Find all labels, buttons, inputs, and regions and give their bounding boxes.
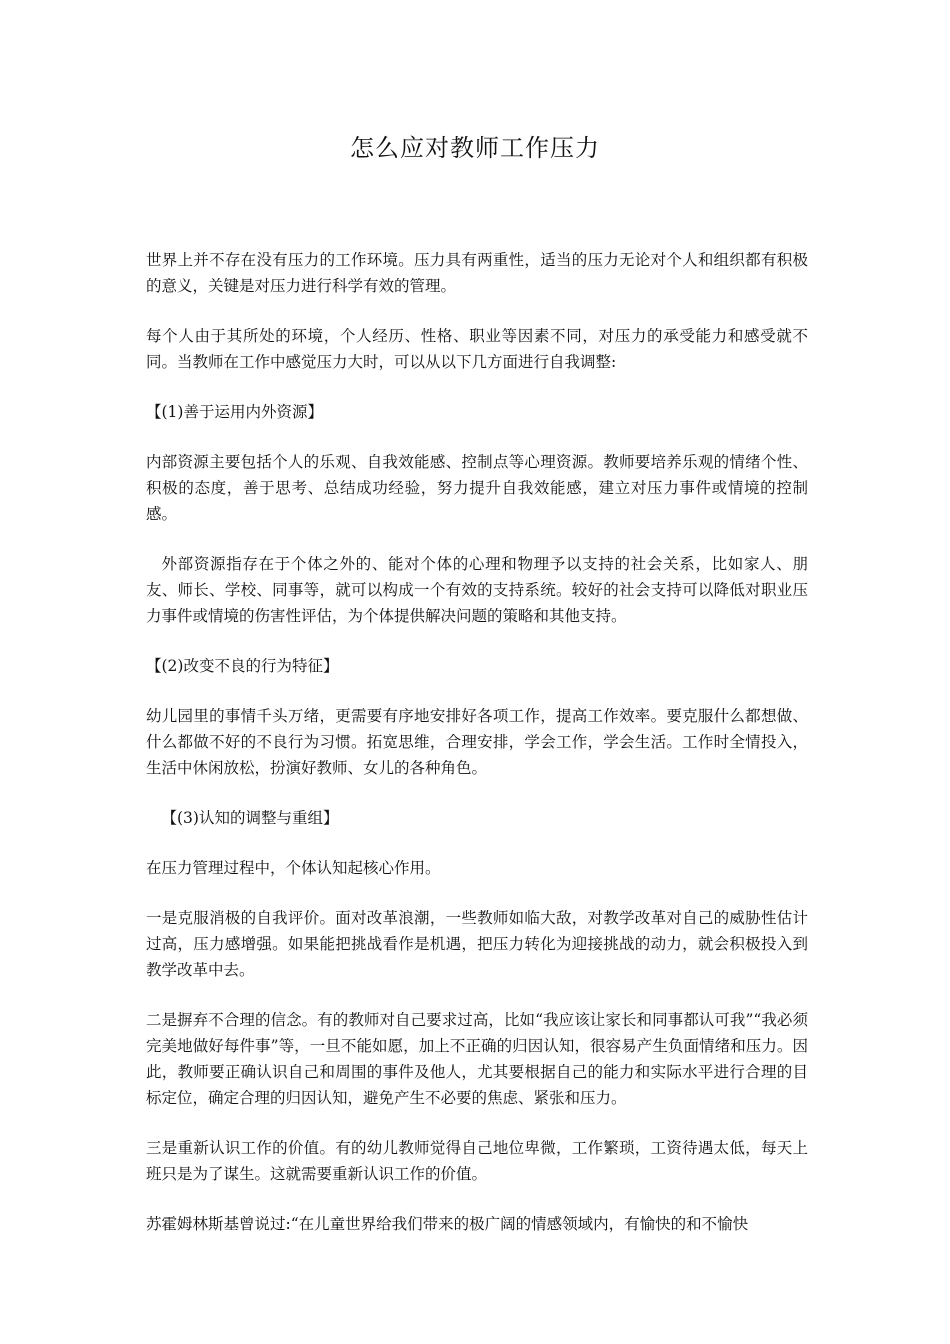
intro-paragraph: 世界上并不存在没有压力的工作环境。压力具有两重性，适当的压力无论对个人和组织都有积极的意义，关键是对压力进行科学有效的管理。 <box>146 251 808 295</box>
document-body <box>146 247 808 1261</box>
point-two-paragraph: 二是摒弃不合理的信念。有的教师对自己要求过高，比如“我应该让家长和同事都认可我”“我必须完美地做好每件事”等，一旦不能如愿，加上不正确的归因认知，很容易产生负面情绪和压力。因此，教师要正确认识自己和周围的事件及他人，尤其要根据自己的能力和实际水平进行合理的目标定位，确定合理的归因认知，避免产生不必要的焦虑、紧张和压力。 <box>146 1011 808 1107</box>
document-title: 怎么应对教师工作压力 <box>350 134 600 162</box>
point-one-paragraph: 一是克服消极的自我评价。面对改革浪潮，一些教师如临大敌，对教学改革对自己的威胁性估计过高，压力感增强。如果能把挑战看作是机遇，把压力转化为迎接挑战的动力，就会积极投入到教学改革中去。 <box>146 909 808 979</box>
point-three-paragraph: 三是重新认识工作的价值。有的幼儿教师觉得自己地位卑微，工作繁琐，工资待遇太低，每天上班只是为了谋生。这就需要重新认识工作的价值。 <box>146 1139 808 1183</box>
section-heading-2: 【(2)改变不良的行为特征】 <box>146 657 339 675</box>
section-heading-3: 【(3)认知的调整与重组】 <box>161 809 339 827</box>
external-resources-paragraph: 外部资源指存在于个体之外的、能对个体的心理和物理予以支持的社会关系，比如家人、朋友、师长、学校、同事等，就可以构成一个有效的支持系统。较好的社会支持可以降低对职业压力事件或情境的伤害性评估，为个体提供解决问题的策略和其他支持。 <box>146 555 808 625</box>
behavior-paragraph: 幼儿园里的事情千头万绪，更需要有序地安排好各项工作，提高工作效率。要克服什么都想做、什么都做不好的不良行为习惯。拓宽思维，合理安排，学会工作，学会生活。工作时全情投入，生活中休闲放松，扮演好教师、女儿的各种角色。 <box>146 707 808 777</box>
section-heading-1: 【(1)善于运用内外资源】 <box>146 403 323 421</box>
internal-resources-paragraph: 内部资源主要包括个人的乐观、自我效能感、控制点等心理资源。教师要培养乐观的情绪个性、积极的态度，善于思考、总结成功经验，努力提升自我效能感，建立对压力事件或情境的控制感。 <box>146 453 808 523</box>
context-paragraph: 每个人由于其所处的环境，个人经历、性格、职业等因素不同，对压力的承受能力和感受就不同。当教师在工作中感觉压力大时，可以从以下几方面进行自我调整: <box>146 327 808 371</box>
cognition-intro-paragraph: 在压力管理过程中，个体认知起核心作用。 <box>146 859 441 877</box>
quote-paragraph: 苏霍姆林斯基曾说过:“在儿童世界给我们带来的极广阔的情感领域内，有愉快的和不愉快 <box>146 1215 749 1233</box>
